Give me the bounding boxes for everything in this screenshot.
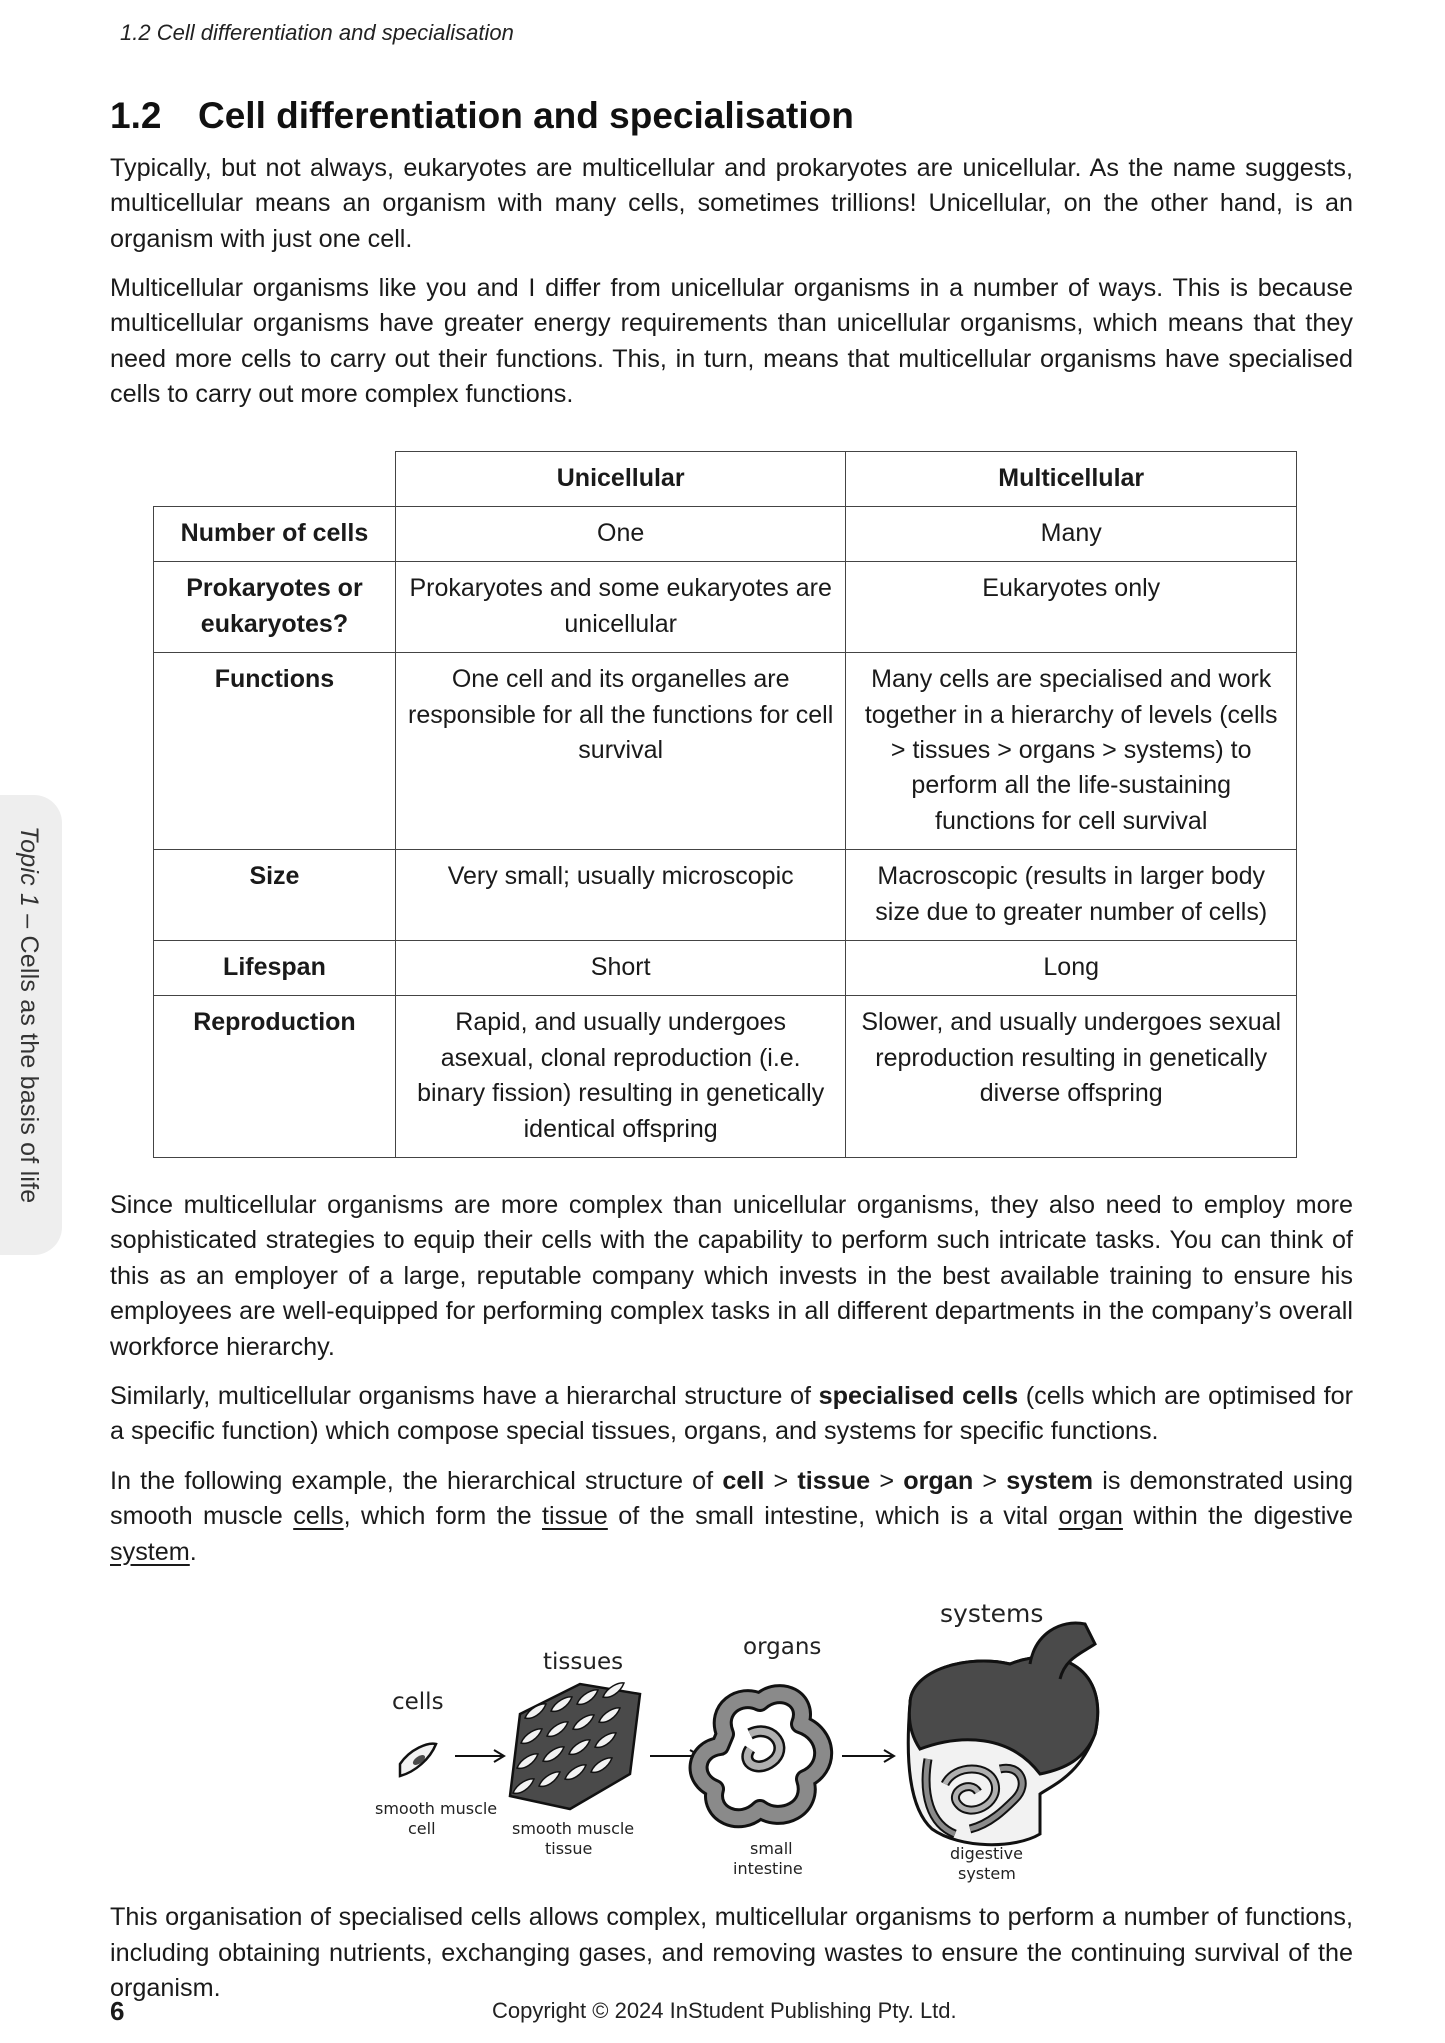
term-system: system bbox=[1006, 1466, 1094, 1495]
row-label: Number of cells bbox=[154, 506, 396, 561]
section-heading bbox=[110, 96, 1353, 137]
arrow-icon bbox=[842, 1750, 894, 1762]
hierarchy-illustration bbox=[110, 1584, 1353, 1884]
cell-unicellular: Very small; usually microscopic bbox=[395, 850, 846, 941]
cell-unicellular: Short bbox=[395, 941, 846, 996]
cell-multicellular: Macroscopic (results in larger body size due to greater number of cells) bbox=[846, 850, 1297, 941]
cell-multicellular: Long bbox=[846, 941, 1297, 996]
table-row bbox=[154, 941, 1297, 996]
side-tab-title: Cells as the basis of life bbox=[15, 935, 43, 1204]
paragraph-differences: Multicellular organisms like you and I differ from unicellular organisms in a number of ways. This is because multicellular organisms have greater energy requirements than unicellular organisms, which means that they need more cells to carry out their functions. This, in turn, means that multicellular organisms have specialised cells to carry out more complex functions. bbox=[110, 273, 1353, 409]
row-label: Reproduction bbox=[154, 996, 396, 1158]
table-row bbox=[154, 850, 1297, 941]
copyright-notice: Copyright © 2024 InStudent Publishing Pty. Ltd. bbox=[492, 1998, 957, 2023]
side-tab-topic: Topic 1 bbox=[15, 826, 43, 908]
smooth-muscle-tissue-icon bbox=[510, 1683, 640, 1809]
smooth-muscle-cell-icon bbox=[400, 1744, 436, 1776]
text-run: is demonstrated using smooth muscle bbox=[110, 1466, 1353, 1531]
page-number: 6 bbox=[110, 1996, 125, 2026]
column-header-multicellular: Multicellular bbox=[846, 451, 1297, 506]
hierarchy-svg bbox=[110, 1584, 1353, 1884]
stage-caption-cells-2: cell bbox=[408, 1819, 436, 1839]
underlined-system: system bbox=[110, 1537, 190, 1566]
stage-heading-organs: organs bbox=[743, 1634, 822, 1661]
row-label: Size bbox=[154, 850, 396, 941]
stage-heading-systems: systems bbox=[940, 1599, 1044, 1629]
table-row bbox=[154, 562, 1297, 653]
text-run: within the digestive bbox=[1122, 1502, 1353, 1531]
text-run: > bbox=[764, 1466, 798, 1495]
underlined-organ: organ bbox=[1058, 1502, 1123, 1531]
column-header-unicellular: Unicellular bbox=[395, 451, 846, 506]
cell-multicellular: Slower, and usually undergoes sexual reproduction resulting in genetically diverse offspring bbox=[846, 996, 1297, 1158]
stage-caption-cells-1: smooth muscle bbox=[375, 1799, 498, 1819]
term-organ: organ bbox=[903, 1466, 974, 1495]
comparison-table bbox=[153, 451, 1297, 1159]
stage-caption-systems-2: system bbox=[958, 1864, 1016, 1884]
table-header-row bbox=[154, 451, 1297, 506]
paragraph-conclusion: This organisation of specialised cells allows complex, multicellular organisms to perform a number of functions, including obtaining nutrients, exchanging gases, and removing wastes to ensure the continuing survival of the organism. bbox=[110, 1903, 1353, 2002]
row-label: Functions bbox=[154, 653, 396, 850]
table-row bbox=[154, 996, 1297, 1158]
paragraph-complexity: Since multicellular organisms are more complex than unicellular organisms, they also need to employ more sophisticated strategies to equip their cells with the capability to perform such intricate tasks. You can think of this as an employer of a large, reputable company which invests in the best available training to ensure his employees are well-equipped for performing complex tasks in all different departments in the company’s overall workforce hierarchy. bbox=[110, 1191, 1353, 1361]
running-head: 1.2 Cell differentiation and specialisation bbox=[120, 20, 514, 45]
digestive-system-icon bbox=[908, 1623, 1097, 1845]
cell-unicellular: Prokaryotes and some eukaryotes are unicellular bbox=[395, 562, 846, 653]
text-run: > bbox=[973, 1466, 1007, 1495]
underlined-cells: cells bbox=[293, 1502, 344, 1531]
table-corner-cell bbox=[154, 451, 396, 506]
page-content bbox=[110, 96, 1353, 2020]
text-run: (cells which are optimised for a specific function) which compose special tissues, organs, and systems for specific functions. bbox=[110, 1382, 1353, 1446]
underlined-tissue: tissue bbox=[542, 1502, 608, 1531]
stage-heading-cells: cells bbox=[392, 1689, 444, 1716]
text-run: . bbox=[189, 1537, 197, 1566]
stage-caption-organs-1: small bbox=[750, 1839, 793, 1859]
paragraph-intro: Typically, but not always, eukaryotes are multicellular and prokaryotes are unicellular. As the name suggests, multicellular means an organism with many cells, sometimes trillions! Unicellular, on the other hand, is an organism with just one cell. bbox=[110, 153, 1353, 253]
small-intestine-icon bbox=[699, 1694, 824, 1818]
section-title: Cell differentiation and specialisation bbox=[198, 95, 854, 136]
stage-caption-tissues-2: tissue bbox=[545, 1839, 593, 1859]
cell-unicellular: Rapid, and usually undergoes asexual, clonal reproduction (i.e. binary fission) resulting in genetically identical offspring bbox=[395, 996, 846, 1158]
cell-unicellular: One cell and its organelles are responsible for all the functions for cell survival bbox=[395, 653, 846, 850]
stage-caption-systems-1: digestive bbox=[950, 1844, 1023, 1864]
side-tab-label bbox=[14, 826, 43, 1203]
term-cell: cell bbox=[722, 1466, 765, 1495]
section-number: 1.2 bbox=[110, 95, 162, 136]
text-run: In the following example, the hierarchical structure of bbox=[110, 1466, 723, 1495]
side-tab-dash: – bbox=[15, 907, 43, 936]
text-run: Similarly, multicellular organisms have a hierarchal structure of bbox=[110, 1382, 819, 1411]
stage-heading-tissues: tissues bbox=[543, 1649, 624, 1676]
cell-multicellular: Eukaryotes only bbox=[846, 562, 1297, 653]
row-label: Lifespan bbox=[154, 941, 396, 996]
cell-multicellular: Many bbox=[846, 506, 1297, 561]
paragraph-hierarchy-example bbox=[110, 1464, 1353, 1570]
stage-caption-tissues-1: smooth muscle bbox=[512, 1819, 635, 1839]
row-label: Prokaryotes or eukaryotes? bbox=[154, 562, 396, 653]
text-run: , which form the bbox=[343, 1502, 543, 1531]
stage-caption-organs-2: intestine bbox=[733, 1859, 803, 1879]
table-row bbox=[154, 653, 1297, 850]
cell-multicellular: Many cells are specialised and work together in a hierarchy of levels (cells > tissues > organs > systems) to perform all the life-sustaining functions for cell survival bbox=[846, 653, 1297, 850]
paragraph-specialised-cells bbox=[110, 1379, 1353, 1450]
arrow-icon bbox=[455, 1750, 504, 1762]
cell-unicellular: One bbox=[395, 506, 846, 561]
term-specialised-cells: specialised cells bbox=[818, 1382, 1019, 1411]
text-run: > bbox=[870, 1466, 904, 1495]
text-run: of the small intestine, which is a vital bbox=[607, 1502, 1059, 1531]
table-row bbox=[154, 506, 1297, 561]
term-tissue: tissue bbox=[797, 1466, 871, 1495]
